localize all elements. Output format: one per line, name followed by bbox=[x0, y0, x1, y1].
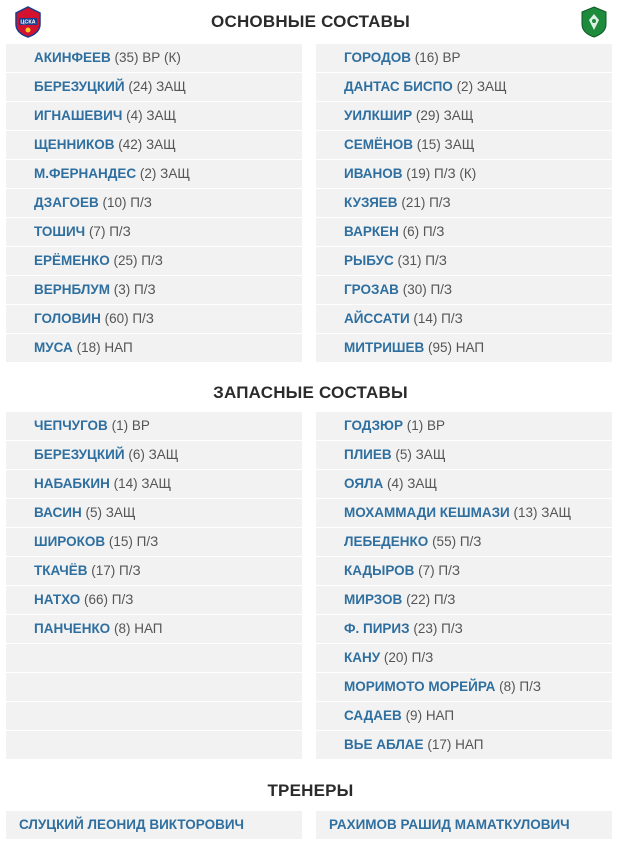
player-name-link[interactable]: АКИНФЕЕВ bbox=[34, 50, 111, 65]
player-info: (24) ЗАЩ bbox=[128, 79, 186, 94]
player-name-link[interactable]: ГОДЗЮР bbox=[344, 418, 403, 433]
player-info: (2) ЗАЩ bbox=[139, 166, 190, 181]
player-row bbox=[6, 586, 302, 614]
player-name-link[interactable]: КУЗЯЕВ bbox=[344, 195, 398, 210]
player-info: (10) П/З bbox=[102, 195, 152, 210]
player-info: (21) П/З bbox=[401, 195, 451, 210]
player-info: (29) ЗАЩ bbox=[415, 108, 474, 123]
player-info: (55) П/З bbox=[432, 534, 482, 549]
player-info: (8) НАП bbox=[113, 621, 163, 636]
player-name-link[interactable]: ИВАНОВ bbox=[344, 166, 403, 181]
player-info: (6) П/З bbox=[402, 224, 445, 239]
player-name-link[interactable]: МОХАММАДИ КЕШМАЗИ bbox=[344, 505, 510, 520]
player-name-link[interactable]: ЕРЁМЕНКО bbox=[34, 253, 110, 268]
subs-home-list bbox=[6, 412, 302, 760]
player-info: (7) П/З bbox=[88, 224, 131, 239]
player-name-link[interactable]: КАДЫРОВ bbox=[344, 563, 415, 578]
player-name-link[interactable]: ЛЕБЕДЕНКО bbox=[344, 534, 429, 549]
player-row bbox=[316, 102, 612, 130]
player-name-link[interactable]: КАНУ bbox=[344, 650, 381, 665]
player-row bbox=[6, 44, 302, 72]
player-info: (66) П/З bbox=[84, 592, 134, 607]
player-row bbox=[6, 131, 302, 159]
player-row bbox=[316, 276, 612, 304]
player-name-link[interactable]: МИТРИШЕВ bbox=[344, 340, 425, 355]
away-coach[interactable]: РАХИМОВ РАШИД МАМАТКУЛОВИЧ bbox=[316, 811, 612, 839]
player-row bbox=[316, 615, 612, 643]
player-row bbox=[6, 557, 302, 585]
player-row bbox=[6, 218, 302, 246]
player-info: (7) П/З bbox=[418, 563, 461, 578]
player-name-link[interactable]: МОРИМОТО МОРЕЙРА bbox=[344, 679, 496, 694]
player-name-link[interactable]: БЕРЕЗУЦКИЙ bbox=[34, 447, 125, 462]
player-row bbox=[6, 189, 302, 217]
player-info: (15) П/З bbox=[108, 534, 159, 549]
player-row bbox=[316, 305, 612, 333]
player-name-link[interactable]: МУСА bbox=[34, 340, 73, 355]
player-info: (42) ЗАЩ bbox=[118, 137, 176, 152]
player-info: (1) ВР bbox=[406, 418, 445, 433]
player-name-link[interactable]: Ф. ПИРИЗ bbox=[344, 621, 410, 636]
player-info: (5) ЗАЩ bbox=[85, 505, 136, 520]
player-name-link[interactable]: ДЗАГОЕВ bbox=[34, 195, 99, 210]
player-row bbox=[6, 441, 302, 469]
player-row bbox=[316, 441, 612, 469]
player-info: (31) П/З bbox=[397, 253, 447, 268]
player-name-link[interactable]: М.ФЕРНАНДЕС bbox=[34, 166, 137, 181]
player-name-link[interactable]: НАБАБКИН bbox=[34, 476, 110, 491]
player-info: (6) ЗАЩ bbox=[128, 447, 179, 462]
player-info: (4) ЗАЩ bbox=[387, 476, 438, 491]
starting-header bbox=[0, 0, 621, 44]
akhmat-logo-icon[interactable] bbox=[580, 6, 608, 38]
player-row bbox=[6, 412, 302, 440]
player-row bbox=[316, 470, 612, 498]
player-row bbox=[6, 247, 302, 275]
player-info: (20) П/З bbox=[383, 650, 434, 665]
player-row bbox=[6, 305, 302, 333]
substitutes-title: ЗАПАСНЫЕ СОСТАВЫ bbox=[213, 383, 408, 402]
player-info: (5) ЗАЩ bbox=[395, 447, 446, 462]
player-row bbox=[316, 334, 612, 362]
player-info: (4) ЗАЩ bbox=[126, 108, 177, 123]
player-info: (35) ВР (К) bbox=[114, 50, 181, 65]
player-name-link[interactable]: БЕРЕЗУЦКИЙ bbox=[34, 79, 125, 94]
player-name-link[interactable]: ВАСИН bbox=[34, 505, 82, 520]
player-row bbox=[6, 470, 302, 498]
player-info: (1) ВР bbox=[111, 418, 150, 433]
player-name-link[interactable]: ЩЕННИКОВ bbox=[34, 137, 115, 152]
player-row bbox=[316, 702, 612, 730]
player-info: (17) НАП bbox=[427, 737, 484, 752]
player-row bbox=[316, 731, 612, 759]
player-info: (25) П/З bbox=[113, 253, 163, 268]
player-row bbox=[316, 557, 612, 585]
player-info: (2) ЗАЩ bbox=[456, 79, 507, 94]
player-name-link[interactable]: УИЛКШИР bbox=[344, 108, 413, 123]
player-name-link[interactable]: САДАЕВ bbox=[344, 708, 402, 723]
empty-row bbox=[6, 673, 302, 701]
player-row bbox=[316, 131, 612, 159]
player-info: (19) П/З (К) bbox=[406, 166, 477, 181]
player-name-link[interactable]: ПАНЧЕНКО bbox=[34, 621, 111, 636]
subs-away-list bbox=[316, 412, 612, 760]
player-row bbox=[6, 528, 302, 556]
player-row bbox=[6, 160, 302, 188]
home-coach[interactable]: СЛУЦКИЙ ЛЕОНИД ВИКТОРОВИЧ bbox=[6, 811, 302, 839]
player-name-link[interactable]: ВАРКЕН bbox=[344, 224, 399, 239]
player-name-link[interactable]: ГРОЗАВ bbox=[344, 282, 399, 297]
player-name-link[interactable]: НАТХО bbox=[34, 592, 81, 607]
player-row bbox=[6, 334, 302, 362]
player-row bbox=[6, 615, 302, 643]
player-info: (15) ЗАЩ bbox=[416, 137, 475, 152]
player-info: (30) П/З bbox=[402, 282, 453, 297]
player-info: (3) П/З bbox=[113, 282, 156, 297]
player-name-link[interactable]: ТОШИЧ bbox=[34, 224, 86, 239]
player-info: (8) П/З bbox=[499, 679, 542, 694]
player-row bbox=[316, 73, 612, 101]
player-info: (14) П/З bbox=[413, 311, 463, 326]
player-info: (16) ВР bbox=[414, 50, 461, 65]
coaches-title: ТРЕНЕРЫ bbox=[267, 781, 354, 800]
empty-row bbox=[6, 702, 302, 730]
player-info: (22) П/З bbox=[406, 592, 456, 607]
starting-lineups-title: ОСНОВНЫЕ СОСТАВЫ bbox=[211, 12, 410, 31]
player-info: (95) НАП bbox=[428, 340, 485, 355]
player-info: (14) ЗАЩ bbox=[113, 476, 172, 491]
player-row bbox=[316, 644, 612, 672]
player-name-link[interactable]: ИГНАШЕВИЧ bbox=[34, 108, 123, 123]
svg-text:ЦСКА: ЦСКА bbox=[20, 19, 36, 26]
player-name-link[interactable]: ОЯЛА bbox=[344, 476, 384, 491]
player-name-link[interactable]: ГОРОДОВ bbox=[344, 50, 411, 65]
player-name-link[interactable]: ЧЕПЧУГОВ bbox=[34, 418, 108, 433]
starting-home-list bbox=[6, 44, 302, 363]
player-info: (13) ЗАЩ bbox=[513, 505, 572, 520]
player-info: (18) НАП bbox=[76, 340, 133, 355]
empty-row bbox=[6, 644, 302, 672]
player-name-link[interactable]: СЕМЁНОВ bbox=[344, 137, 414, 152]
cska-logo-icon[interactable] bbox=[14, 6, 42, 38]
player-name-link[interactable]: ТКАЧЁВ bbox=[34, 563, 88, 578]
player-row bbox=[316, 160, 612, 188]
player-row bbox=[6, 102, 302, 130]
player-row bbox=[316, 412, 612, 440]
player-row bbox=[6, 73, 302, 101]
player-name-link[interactable]: МИРЗОВ bbox=[344, 592, 403, 607]
player-name-link[interactable]: АЙССАТИ bbox=[344, 311, 410, 326]
empty-row bbox=[6, 731, 302, 759]
player-name-link[interactable]: ГОЛОВИН bbox=[34, 311, 101, 326]
starting-away-list bbox=[316, 44, 612, 363]
player-name-link[interactable]: РЫБУС bbox=[344, 253, 394, 268]
player-name-link[interactable]: ВЕРНБЛУМ bbox=[34, 282, 110, 297]
player-info: (60) П/З bbox=[104, 311, 154, 326]
player-row bbox=[316, 44, 612, 72]
player-row bbox=[6, 499, 302, 527]
player-row bbox=[316, 528, 612, 556]
player-row bbox=[316, 189, 612, 217]
player-name-link[interactable]: ВЬЕ АБЛАЕ bbox=[344, 737, 424, 752]
player-row bbox=[316, 586, 612, 614]
player-row bbox=[6, 276, 302, 304]
player-name-link[interactable]: ШИРОКОВ bbox=[34, 534, 106, 549]
player-row bbox=[316, 247, 612, 275]
player-name-link[interactable]: ПЛИЕВ bbox=[344, 447, 392, 462]
player-name-link[interactable]: ДАНТАС БИСПО bbox=[344, 79, 453, 94]
player-row bbox=[316, 218, 612, 246]
player-row bbox=[316, 499, 612, 527]
player-info: (23) П/З bbox=[413, 621, 463, 636]
player-info: (17) П/З bbox=[91, 563, 141, 578]
player-info: (9) НАП bbox=[405, 708, 455, 723]
player-row bbox=[316, 673, 612, 701]
